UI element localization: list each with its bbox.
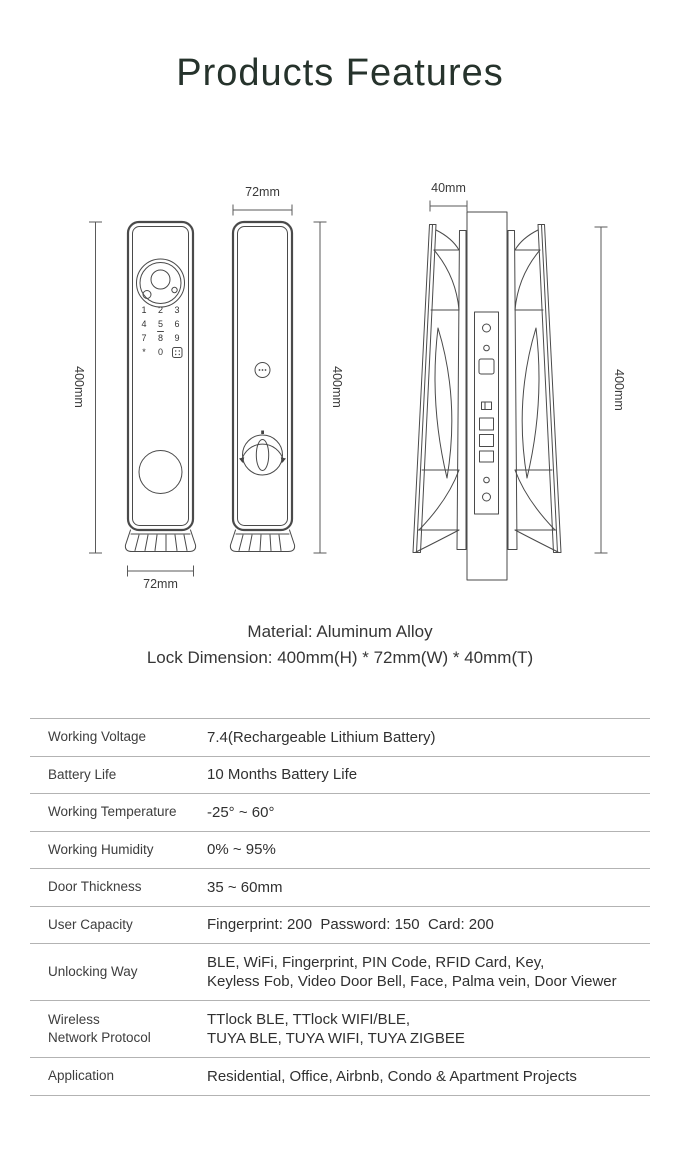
table-row: [30, 1001, 650, 1058]
dim-label-front-height: 400mm: [72, 366, 86, 408]
mortise-faceplate: [475, 312, 499, 514]
dim-label-back-width: 72mm: [245, 185, 280, 199]
dim-side-height: [595, 227, 627, 553]
front-base-skirt: [125, 530, 195, 552]
dim-back-height: [314, 222, 345, 553]
spec-label: Unlocking Way: [48, 964, 138, 979]
dim-front-height: [72, 222, 102, 553]
table-row: [30, 869, 650, 907]
keypad-key: 0: [157, 347, 164, 357]
spec-label: Wireless Network Protocol: [48, 1012, 151, 1045]
keypad-key: 4: [141, 319, 147, 329]
fingerprint-knob: [139, 451, 182, 494]
table-row: [30, 832, 650, 870]
spec-value: 7.4(Rechargeable Lithium Battery): [207, 728, 436, 746]
keypad-key: 1: [141, 305, 147, 315]
spec-value: Fingerprint: 200 Password: 150 Card: 200: [207, 916, 494, 933]
keypad-key: 8: [157, 333, 164, 343]
camera-module: [137, 259, 185, 307]
thumbturn-knob: [239, 431, 286, 476]
brand-logo-badge: [255, 363, 270, 378]
page-title: Products Features: [176, 52, 504, 94]
side-view: [413, 212, 561, 580]
table-row: [30, 1058, 650, 1096]
front-view: [125, 222, 195, 552]
table-row: [30, 907, 650, 945]
table-row: [30, 719, 650, 757]
dim-label-front-width: 72mm: [143, 577, 178, 591]
table-row: [30, 757, 650, 795]
specs-table: [30, 718, 650, 1096]
keypad-key: 3: [174, 305, 180, 315]
spec-label: Working Temperature: [48, 804, 177, 820]
lock-dimension-line: Lock Dimension: 400mm(H) * 72mm(W) * 40mm(T): [146, 648, 534, 667]
keypad-key: 2: [157, 305, 164, 315]
spec-value: 0% ~ 95%: [207, 841, 276, 858]
keypad-key: 7: [141, 333, 147, 343]
dim-back-width: [233, 185, 292, 216]
table-row: [30, 794, 650, 832]
keypad-key: *: [142, 347, 146, 357]
spec-value: BLE, WiFi, Fingerprint, PIN Code, RFID Card, Key, Keyless Fob, Video Door Bell, Face, Palma vein, Door Viewer: [207, 953, 617, 990]
back-base-skirt: [230, 530, 294, 552]
spec-value: -25° ~ 60°: [207, 803, 275, 821]
material-info: [0, 619, 680, 671]
dim-label-side-height: 400mm: [612, 369, 626, 411]
keypad-key: 9: [174, 333, 180, 343]
side-exterior-body: [413, 225, 466, 553]
doorbell-key-icon: [173, 348, 183, 358]
table-row: [30, 944, 650, 1001]
spec-value: 35 ~ 60mm: [207, 878, 283, 896]
door-cross-section: [467, 212, 507, 580]
dim-label-side-thickness: 40mm: [431, 181, 466, 195]
material-line: Material: Aluminum Alloy: [247, 622, 433, 641]
keypad-key: 6: [174, 319, 180, 329]
spec-label: User Capacity: [48, 916, 133, 932]
dim-front-width: [128, 566, 194, 592]
dim-side-thickness: [430, 181, 467, 212]
dim-label-back-height: 400mm: [330, 366, 344, 408]
lock-technical-drawing: [0, 178, 680, 598]
spec-value: Residential, Office, Airbnb, Condo & Apartment Projects: [207, 1067, 577, 1085]
spec-label: Battery Life: [48, 766, 117, 782]
keypad-key: 5: [157, 319, 164, 329]
spec-label: Working Humidity: [48, 841, 154, 857]
spec-value: 10 Months Battery Life: [207, 766, 358, 783]
spec-value: TTlock BLE, TTlock WIFI/BLE, TUYA BLE, TUYA WIFI, TUYA ZIGBEE: [207, 1010, 465, 1047]
spec-label: Door Thickness: [48, 879, 142, 895]
spec-label: Application: [48, 1068, 115, 1084]
back-view: [230, 222, 294, 552]
side-interior-body: [508, 225, 561, 553]
spec-label: Working Voltage: [48, 729, 147, 745]
